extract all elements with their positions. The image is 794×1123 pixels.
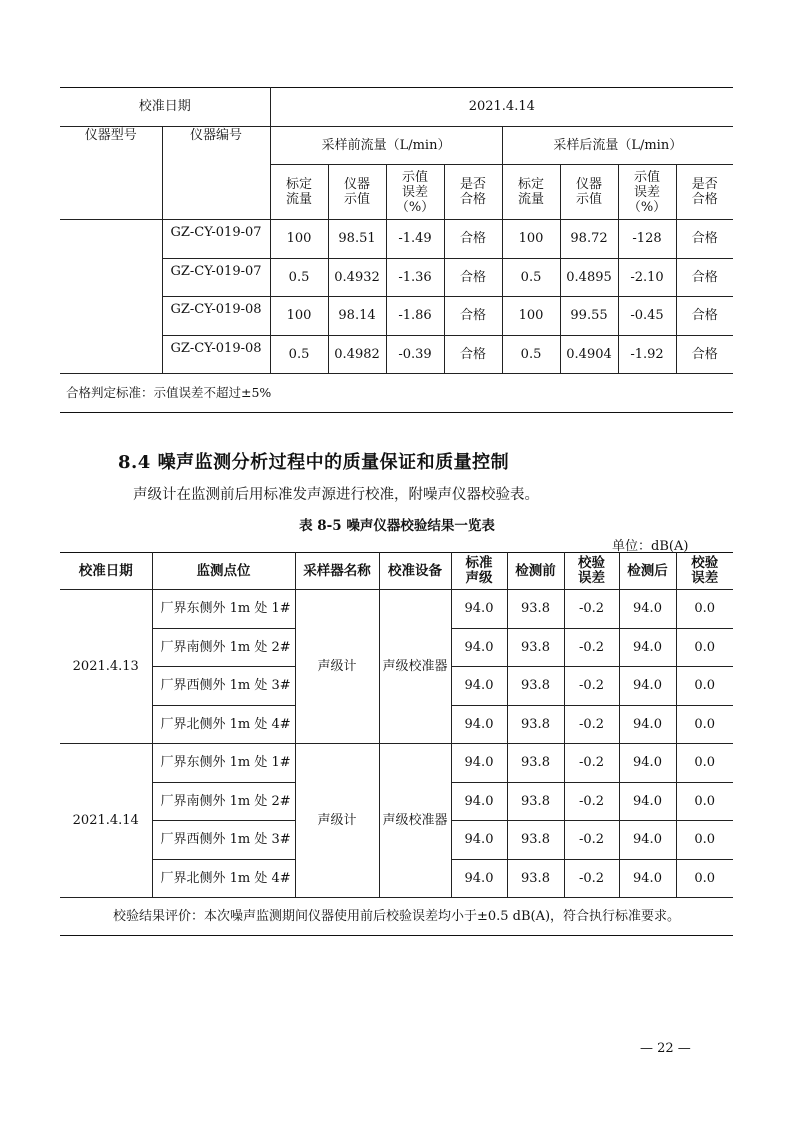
cell: 100	[270, 220, 328, 259]
sub-header-std-flow: 标定 流量	[502, 165, 560, 220]
monitoring-point: 厂界东侧外 1m 处 1#	[152, 590, 295, 629]
cell: 94.0	[451, 783, 507, 821]
page-number: — 22 —	[640, 1041, 691, 1056]
model-header: 仪器型号	[60, 127, 162, 220]
table-row	[60, 220, 733, 259]
instrument-id: GZ-CY-019-08	[162, 336, 270, 374]
cell: 98.72	[560, 220, 618, 259]
header-instrument: 采样器名称	[295, 553, 379, 590]
monitoring-point: 厂界东侧外 1m 处 1#	[152, 744, 295, 783]
instrument-name: 声级计	[295, 590, 379, 744]
monitoring-point: 厂界南侧外 1m 处 2#	[152, 629, 295, 667]
cell: -0.2	[564, 821, 619, 860]
cell: -0.2	[564, 629, 619, 667]
table2-note: 校验结果评价：本次噪声监测期间仪器使用前后校验误差均小于±0.5 dB(A)，符合执行标准要求。	[60, 898, 733, 936]
calib-date-value: 2021.4.14	[270, 88, 733, 127]
cell: 94.0	[451, 629, 507, 667]
calib-date-label: 校准日期	[60, 88, 270, 127]
cell: 合格	[444, 336, 502, 374]
cell: 0.5	[502, 336, 560, 374]
cell: 合格	[444, 220, 502, 259]
cell: 100	[270, 297, 328, 336]
cell: -1.49	[386, 220, 444, 259]
cell: 0.0	[676, 821, 733, 860]
cell: 0.0	[676, 860, 733, 898]
cell: 93.8	[507, 706, 564, 744]
cell: 0.5	[502, 259, 560, 297]
cell: 98.51	[328, 220, 386, 259]
table1-note: 合格判定标准：示值误差不超过±5%	[60, 374, 733, 413]
cell: 94.0	[451, 706, 507, 744]
calibration-device: 声级校准器	[379, 744, 451, 898]
cell: 94.0	[619, 706, 676, 744]
cell: -1.36	[386, 259, 444, 297]
instrument-id: GZ-CY-019-07	[162, 220, 270, 259]
cell: 94.0	[451, 744, 507, 783]
cell: 93.8	[507, 783, 564, 821]
sub-header-std-flow: 标定 流量	[270, 165, 328, 220]
after-flow-header: 采样后流量（L/min）	[502, 127, 733, 165]
table-row	[60, 590, 733, 629]
section-paragraph: 声级计在监测前后用标准发声源进行校准，附噪声仪器校验表。	[133, 487, 539, 503]
table-row	[60, 744, 733, 783]
cell: 0.0	[676, 590, 733, 629]
instrument-id: GZ-CY-019-08	[162, 297, 270, 336]
cell: 94.0	[451, 667, 507, 706]
cell: 93.8	[507, 744, 564, 783]
cell: -0.2	[564, 667, 619, 706]
cell: 0.4932	[328, 259, 386, 297]
cell: -0.45	[618, 297, 676, 336]
cell: -0.2	[564, 706, 619, 744]
cell: 94.0	[619, 821, 676, 860]
cell: 99.55	[560, 297, 618, 336]
number-header: 仪器编号	[162, 127, 270, 220]
calibration-device: 声级校准器	[379, 590, 451, 744]
cell: -0.2	[564, 744, 619, 783]
cell: 0.0	[676, 706, 733, 744]
cell: 94.0	[451, 590, 507, 629]
cell: 100	[502, 297, 560, 336]
cell: -1.92	[618, 336, 676, 374]
cell: -2.10	[618, 259, 676, 297]
before-flow-header: 采样前流量（L/min）	[270, 127, 502, 165]
cell: 0.0	[676, 783, 733, 821]
cell: 0.0	[676, 629, 733, 667]
instrument-id: GZ-CY-019-07	[162, 259, 270, 297]
cell: 94.0	[619, 629, 676, 667]
header-after: 检测后	[619, 553, 676, 590]
cell: 94.0	[619, 667, 676, 706]
cell: -128	[618, 220, 676, 259]
unit-label: 单位：dB(A)	[612, 539, 689, 554]
sub-header-reading: 仪器 示值	[328, 165, 386, 220]
cell: 100	[502, 220, 560, 259]
header-standard: 标准 声级	[451, 553, 507, 590]
header-point: 监测点位	[152, 553, 295, 590]
monitoring-point: 厂界西侧外 1m 处 3#	[152, 821, 295, 860]
header-before: 检测前	[507, 553, 564, 590]
group-date: 2021.4.14	[60, 744, 152, 898]
cell: 94.0	[451, 821, 507, 860]
cell: 0.4895	[560, 259, 618, 297]
cell: 0.0	[676, 667, 733, 706]
cell: 0.4904	[560, 336, 618, 374]
cell: 94.0	[619, 590, 676, 629]
cell: 合格	[676, 297, 733, 336]
cell: 合格	[444, 259, 502, 297]
cell: 93.8	[507, 667, 564, 706]
instrument-name: 声级计	[295, 744, 379, 898]
cell: 93.8	[507, 821, 564, 860]
noise-calibration-table	[60, 552, 733, 936]
cell: 94.0	[619, 744, 676, 783]
header-error-1: 校验 误差	[564, 553, 619, 590]
sub-header-pass: 是否 合格	[444, 165, 502, 220]
cell: 94.0	[619, 783, 676, 821]
header-device: 校准设备	[379, 553, 451, 590]
model-cell-empty	[60, 220, 162, 374]
cell: 93.8	[507, 860, 564, 898]
cell: -0.39	[386, 336, 444, 374]
cell: -0.2	[564, 783, 619, 821]
monitoring-point: 厂界西侧外 1m 处 3#	[152, 667, 295, 706]
cell: 0.0	[676, 744, 733, 783]
cell: 合格	[676, 259, 733, 297]
cell: 0.5	[270, 259, 328, 297]
cell: 94.0	[619, 860, 676, 898]
cell: -0.2	[564, 590, 619, 629]
sub-header-pass: 是否 合格	[676, 165, 733, 220]
cell: 0.5	[270, 336, 328, 374]
group-date: 2021.4.13	[60, 590, 152, 744]
cell: -1.86	[386, 297, 444, 336]
monitoring-point: 厂界北侧外 1m 处 4#	[152, 706, 295, 744]
flow-calibration-table	[60, 87, 733, 413]
cell: -0.2	[564, 860, 619, 898]
cell: 合格	[676, 336, 733, 374]
monitoring-point: 厂界北侧外 1m 处 4#	[152, 860, 295, 898]
cell: 0.4982	[328, 336, 386, 374]
section-title: 8.4 噪声监测分析过程中的质量保证和质量控制	[118, 452, 510, 473]
cell: 98.14	[328, 297, 386, 336]
monitoring-point: 厂界南侧外 1m 处 2#	[152, 783, 295, 821]
sub-header-reading: 仪器 示值	[560, 165, 618, 220]
cell: 94.0	[451, 860, 507, 898]
cell: 合格	[444, 297, 502, 336]
cell: 93.8	[507, 629, 564, 667]
table2-caption: 表 8-5 噪声仪器校验结果一览表	[299, 518, 495, 534]
cell: 合格	[676, 220, 733, 259]
header-date: 校准日期	[60, 553, 152, 590]
sub-header-error: 示值 误差 （%）	[386, 165, 444, 220]
sub-header-error: 示值 误差 （%）	[618, 165, 676, 220]
header-error-2: 校验 误差	[676, 553, 733, 590]
cell: 93.8	[507, 590, 564, 629]
